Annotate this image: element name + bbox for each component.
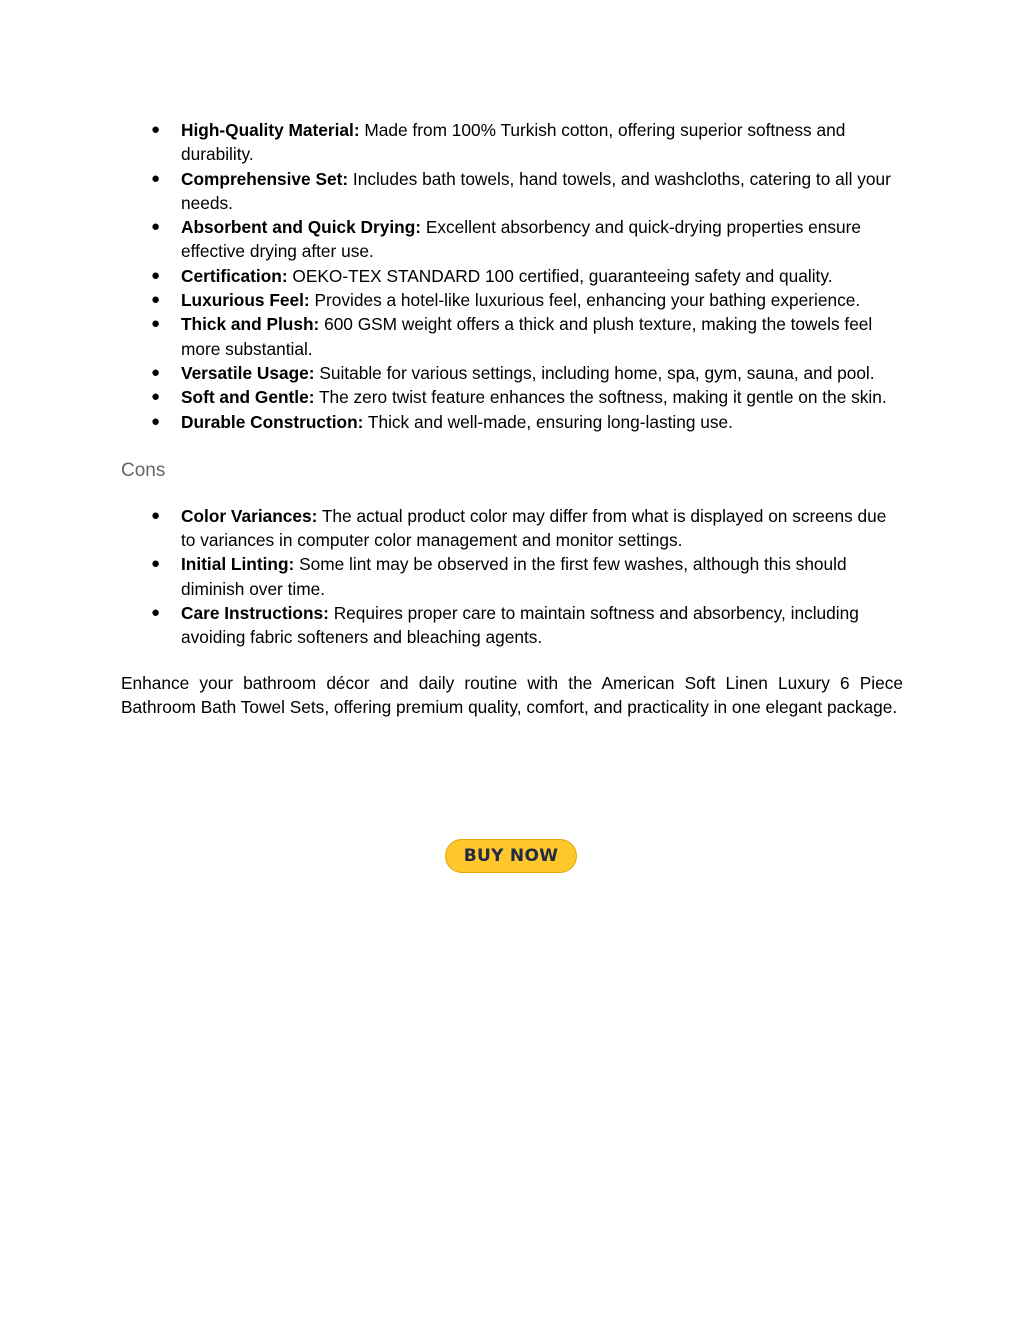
list-item xyxy=(121,264,903,288)
item-text: Excellent absorbency and quick-drying properties ensure effective drying after use. xyxy=(181,217,862,262)
item-text: 600 GSM weight offers a thick and plush texture, making the towels feel more substantial. xyxy=(181,314,873,359)
bullet-icon: ● xyxy=(151,388,161,406)
item-label: Thick and Plush: xyxy=(181,314,320,335)
list-item xyxy=(121,385,903,409)
bullet-icon: ● xyxy=(151,266,161,284)
bullet-icon: ● xyxy=(151,315,161,333)
buy-now-button[interactable]: BUY NOW xyxy=(445,839,577,873)
item-text: Some lint may be observed in the first few washes, although this should diminish over time. xyxy=(181,554,847,599)
bullet-icon: ● xyxy=(151,218,161,236)
item-text: Made from 100% Turkish cotton, offering superior softness and durability. xyxy=(181,120,846,165)
bullet-icon: ● xyxy=(151,412,161,430)
list-item xyxy=(121,118,903,167)
cons-list xyxy=(121,504,903,650)
item-label: Color Variances: xyxy=(181,505,318,526)
closing-paragraph: Enhance your bathroom décor and daily routine with the American Soft Linen Luxury 6 Piece Bathroom Bath Towel Sets, offering premium quality, comfort, and practicality in one elegant package. xyxy=(121,672,903,717)
list-item xyxy=(121,504,903,553)
item-label: Certification: xyxy=(181,265,288,286)
item-label: Durable Construction: xyxy=(181,411,364,432)
item-label: Soft and Gentle: xyxy=(181,387,315,408)
item-label: Care Instructions: xyxy=(181,603,329,624)
list-item xyxy=(121,288,903,312)
list-item xyxy=(121,410,903,434)
item-text: Thick and well-made, ensuring long-lasting use. xyxy=(363,411,733,432)
document-body xyxy=(121,118,903,719)
item-label: Initial Linting: xyxy=(181,554,295,575)
buy-now-container xyxy=(445,839,577,873)
item-text: OEKO-TEX STANDARD 100 certified, guaranteeing safety and quality. xyxy=(287,265,833,286)
bullet-icon: ● xyxy=(151,169,161,187)
bullet-icon: ● xyxy=(151,555,161,573)
item-text: Includes bath towels, hand towels, and washcloths, catering to all your needs. xyxy=(181,168,891,213)
list-item xyxy=(121,601,903,650)
list-item xyxy=(121,312,903,361)
item-label: Versatile Usage: xyxy=(181,362,315,383)
item-label: High-Quality Material: xyxy=(181,120,360,140)
list-item xyxy=(121,552,903,601)
cons-heading: Cons xyxy=(121,459,166,481)
list-item xyxy=(121,167,903,216)
item-text: Requires proper care to maintain softness and absorbency, including avoiding fabric softeners and bleaching agents. xyxy=(181,603,859,648)
pros-list xyxy=(121,118,903,434)
bullet-icon: ● xyxy=(151,121,161,138)
bullet-icon: ● xyxy=(151,506,161,524)
list-item xyxy=(121,361,903,385)
item-text: Suitable for various settings, including home, spa, gym, sauna, and pool. xyxy=(314,362,875,383)
item-label: Absorbent and Quick Drying: xyxy=(181,217,422,238)
bullet-icon: ● xyxy=(151,604,161,622)
bullet-icon: ● xyxy=(151,363,161,381)
item-text: The actual product color may differ from what is displayed on screens due to variances in computer color management and monitor settings. xyxy=(181,505,887,551)
item-text: The zero twist feature enhances the softness, making it gentle on the skin. xyxy=(314,387,887,408)
item-label: Luxurious Feel: xyxy=(181,290,310,311)
bullet-icon: ● xyxy=(151,291,161,309)
item-label: Comprehensive Set: xyxy=(181,168,349,189)
list-item xyxy=(121,215,903,264)
item-text: Provides a hotel-like luxurious feel, enhancing your bathing experience. xyxy=(309,290,861,311)
